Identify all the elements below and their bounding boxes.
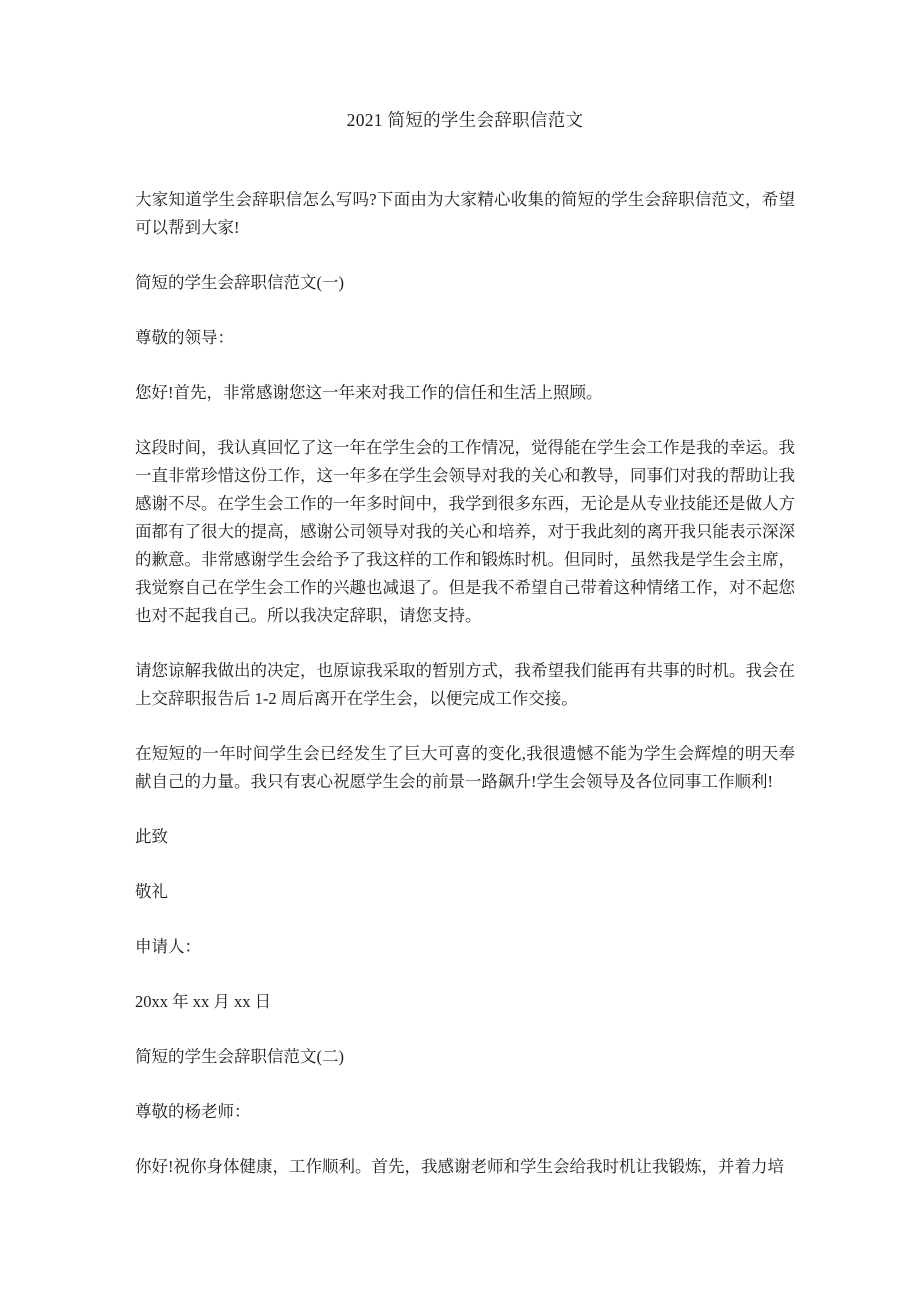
paragraph-sample2-heading: 简短的学生会辞职信范文(二) (135, 1047, 344, 1066)
paragraph-cizhi: 此致 (135, 827, 168, 846)
paragraph-sample1-heading: 简短的学生会辞职信范文(一) (135, 273, 344, 292)
document-body (135, 106, 795, 1208)
paragraph-greeting-1: 您好!首先，非常感谢您这一年来对我工作的信任和生活上照顾。 (135, 383, 603, 402)
paragraph-main-body-1: 这段时间，我认真回忆了这一年在学生会的工作情况，觉得能在学生会工作是我的幸运。我一直非常珍惜这份工作，这一年多在学生会领导对我的关心和教导，同事们对我的帮助让我感谢不尽。在学生会工作的一年多时间中，我学到很多东西，无论是从专业技能还是做人方面都有了很大的提高，感谢公司领导对我的关心和培养，对于我此刻的离开我只能表示深深的歉意。非常感谢学生会给予了我这样的工作和锻炼时机。但同时，虽然我是学生会主席，我觉察自己在学生会工作的兴趣也减退了。但是我不希望自己带着这种情绪工作，对不起您也对不起我自己。所以我决定辞职，请您支持。 (135, 438, 795, 625)
paragraph-salutation-2: 尊敬的杨老师： (135, 1102, 251, 1121)
paragraph-date: 20xx 年 xx 月 xx 日 (135, 992, 272, 1011)
paragraph-applicant: 申请人： (135, 937, 201, 956)
document-title: 2021 简短的学生会辞职信范文 (346, 110, 584, 130)
paragraph-salutation-1: 尊敬的领导： (135, 328, 234, 347)
paragraph-handover-1: 请您谅解我做出的决定，也原谅我采取的暂别方式，我希望我们能再有共事的时机。我会在上交辞职报告后 1-2 周后离开在学生会，以便完成工作交接。 (135, 661, 795, 708)
paragraph-jingli: 敬礼 (135, 882, 168, 901)
paragraph-wishes-1: 在短短的一年时间学生会已经发生了巨大可喜的变化,我很遗憾不能为学生会辉煌的明天奉献自己的力量。我只有衷心祝愿学生会的前景一路飙升!学生会领导及各位同事工作顺利! (135, 744, 795, 791)
paragraph-greeting-2: 你好!祝你身体健康，工作顺利。首先，我感谢老师和学生会给我时机让我锻炼，并着力培 (135, 1157, 784, 1176)
paragraph-intro: 大家知道学生会辞职信怎么写吗?下面由为大家精心收集的简短的学生会辞职信范文，希望可以帮到大家! (135, 190, 795, 237)
